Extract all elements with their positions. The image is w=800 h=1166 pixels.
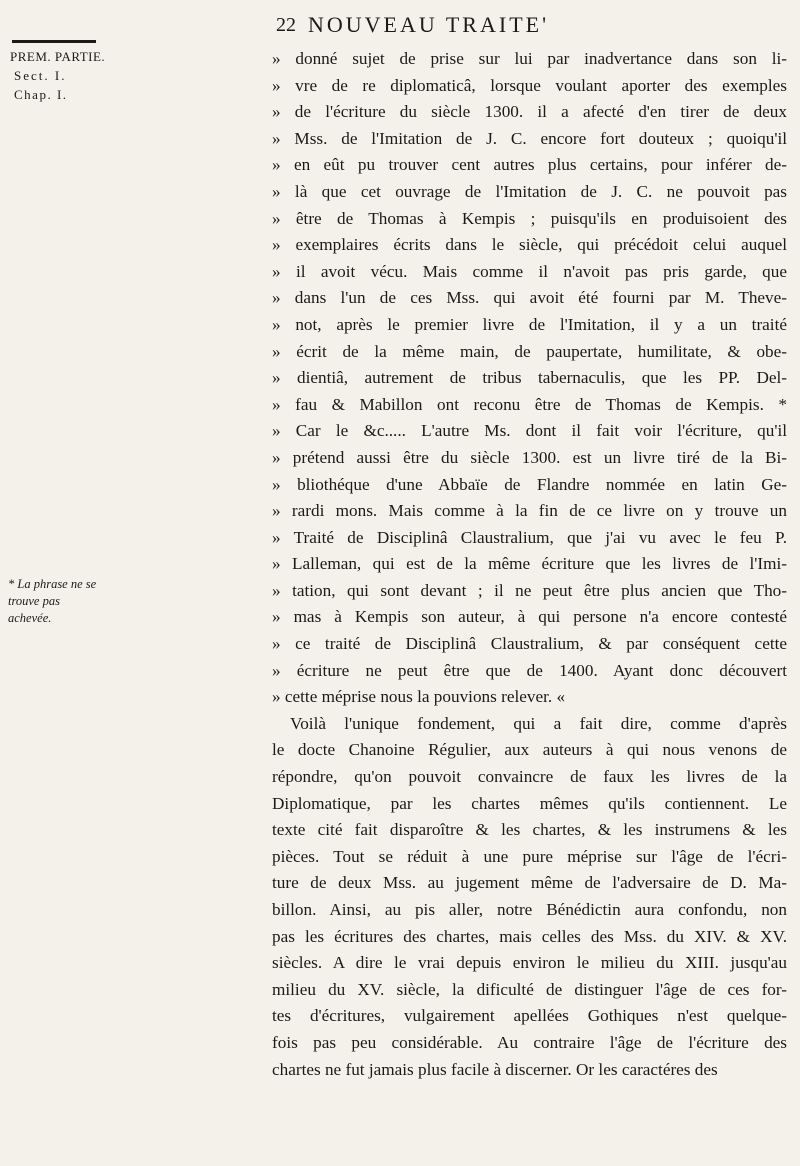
text-line: » not, après le premier livre de l'Imitation, il y a un traité — [272, 314, 787, 334]
text-line: » Lalleman, qui est de la même écriture que les livres de l'Imi- — [272, 554, 787, 574]
text-line: » prétend aussi être du siècle 1300. est un livre tiré de la Bi- — [272, 447, 787, 467]
text-line: tes d'écritures, vulgairement apellées Gothiques n'est quelque- — [272, 1006, 787, 1026]
text-line: répondre, qu'on pouvoit convaincre de faux les livres de la — [272, 767, 787, 787]
text-line: » là que cet ouvrage de l'Imitation de J. C. ne pouvoit pas — [272, 181, 787, 201]
sidenote-part: PREM. PARTIE. — [10, 49, 106, 64]
text-line: » dientiâ, autrement de tribus tabernaculis, que les PP. Del- — [272, 368, 787, 388]
text-line: » il avoit vécu. Mais comme il n'avoit pas pris garde, que — [272, 261, 787, 281]
text-line: » écrit de la même main, de paupertate, humilitate, & obe- — [272, 341, 787, 361]
text-line: » cette méprise nous la pouvions relever. « — [272, 687, 566, 707]
text-line: » dans l'un de ces Mss. qui avoit été fourni par M. Theve- — [272, 288, 787, 308]
text-line: Diplomatique, par les chartes mêmes qu'ils contiennent. Le — [272, 793, 787, 813]
page-number: 22 — [276, 14, 296, 36]
sidenote-section: Sect. I. — [14, 68, 67, 83]
text-line: » Car le &c..... L'autre Ms. dont il fait voir l'écriture, qu'il — [272, 421, 787, 441]
text-line: milieu du XV. siècle, la dificulté de distinguer l'âge de ces for- — [272, 979, 787, 999]
text-line: » fau & Mabillon ont reconu être de Thomas de Kempis. * — [272, 394, 787, 414]
text-line: » ce traité de Disciplinâ Claustralium, & par conséquent cette — [272, 634, 787, 654]
text-line: » Traité de Disciplinâ Claustralium, que j'ai vu avec le feu P. — [272, 527, 787, 547]
running-title: NOUVEAU TRAITE' — [308, 12, 550, 37]
sidenote-chapter: Chap. I. — [14, 87, 68, 102]
text-line: » donné sujet de prise sur lui par inadvertance dans son li- — [272, 49, 787, 68]
text-line: texte cité fait disparoître & les chartes, & les instrumens & les — [272, 820, 787, 840]
header-rule — [12, 40, 96, 43]
text-line: Voilà l'unique fondement, qui a fait dire, comme d'après — [290, 713, 787, 733]
text-line: ture de deux Mss. au jugement même de l'adversaire de D. Ma- — [272, 873, 787, 893]
text-line: chartes ne fut jamais plus facile à discerner. Or les caractéres des — [272, 1059, 718, 1079]
margin-footnote: * La phrase ne se trouve pas achevée. — [8, 577, 97, 625]
text-line: » être de Thomas à Kempis ; puisqu'ils en produisoient des — [272, 208, 787, 228]
text-line: » tation, qui sont devant ; il ne peut être plus ancien que Tho- — [272, 580, 787, 600]
text-line: » en eût pu trouver cent autres plus certains, pour inférer de- — [272, 155, 787, 175]
text-line: pas les écritures des chartes, mais celles des Mss. du XIV. & XV. — [272, 926, 787, 946]
text-line: pièces. Tout se réduit à une pure méprise sur l'âge de l'écri- — [272, 846, 787, 866]
text-line: le docte Chanoine Régulier, aux auteurs à qui nous venons de — [272, 740, 787, 760]
text-line: » écriture ne peut être que de 1400. Ayant donc découvert — [272, 660, 787, 680]
text-line: billon. Ainsi, au pis aller, notre Bénédictin aura confondu, non — [272, 900, 787, 919]
text-line: siècles. A dire le vrai depuis environ le milieu du XIII. jusqu'au — [272, 953, 787, 973]
text-line: » rardi mons. Mais comme à la fin de ce livre on y trouve un — [272, 501, 787, 521]
text-line: » mas à Kempis son auteur, à qui persone n'a encore contesté — [272, 607, 787, 627]
text-line: fois pas peu considérable. Au contraire l'âge de l'écriture des — [272, 1032, 787, 1052]
body-text — [272, 46, 787, 1083]
text-line: » bliothéque d'une Abbaïe de Flandre nommée en latin Ge- — [272, 474, 787, 494]
text-line: » exemplaires écrits dans le siècle, qui précédoit celui auquel — [272, 235, 787, 255]
text-line: » de l'écriture du siècle 1300. il a afecté d'en tirer de deux — [272, 102, 787, 122]
text-line: » vre de re diplomaticâ, lorsque voulant aporter des exemples — [272, 75, 787, 95]
text-line: » Mss. de l'Imitation de J. C. encore fort douteux ; quoiqu'il — [272, 128, 787, 148]
